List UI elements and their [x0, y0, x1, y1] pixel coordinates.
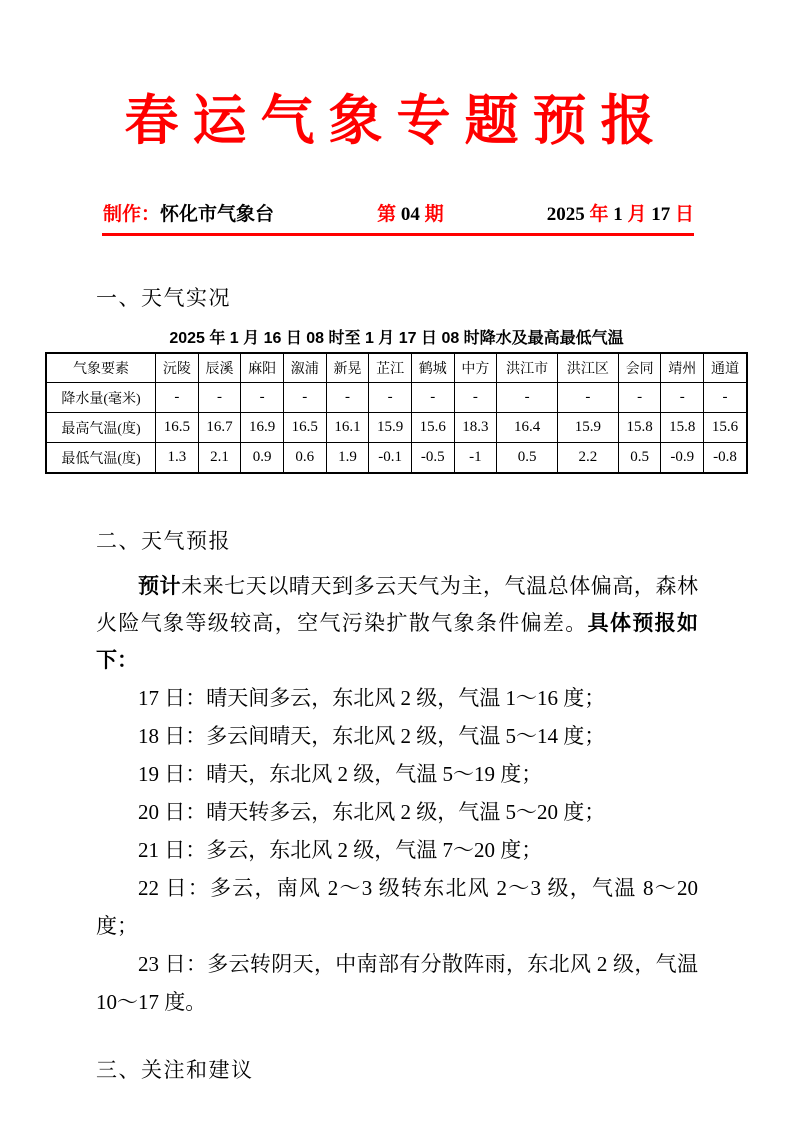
- table-row-label: 最低气温(度): [46, 443, 156, 474]
- forecast-intro-paragraph: [96, 568, 698, 679]
- table-cell-value: -: [326, 383, 369, 413]
- document-title: 春运气象专题预报: [124, 91, 669, 151]
- table-cell-value: 2.1: [198, 443, 241, 474]
- table-header-station: 芷江: [369, 353, 412, 383]
- masthead-producer: [103, 202, 274, 227]
- table-cell-value: 16.4: [497, 413, 558, 443]
- section-heading-weather-forecast: 二、天气预报: [96, 530, 231, 553]
- text-segment: 04: [400, 204, 420, 225]
- table-row: [46, 413, 747, 443]
- weather-table-title: 2025 年 1 月 16 日 08 时至 1 月 17 日 08 时降水及最高最低气温: [169, 330, 624, 347]
- table-cell-value: 16.5: [156, 413, 199, 443]
- forecast-line: 18 日：多云间晴天，东北风 2 级，气温 5～14 度；: [138, 724, 606, 748]
- table-header-station: 辰溪: [198, 353, 241, 383]
- table-cell-value: -: [704, 383, 747, 413]
- table-cell-value: -: [618, 383, 661, 413]
- forecast-line: 23 日：多云转阴天，中南部有分散阵雨，东北风 2 级，气温 10～17 度。: [96, 952, 698, 1014]
- masthead-date: [547, 202, 694, 227]
- table-cell-value: 16.9: [241, 413, 284, 443]
- text-segment: 第: [377, 204, 401, 225]
- table-cell-value: -1: [454, 443, 497, 474]
- table-header-station: 通道: [704, 353, 747, 383]
- masthead-divider-rule: [102, 233, 694, 236]
- masthead: [103, 202, 694, 227]
- table-header-station: 洪江区: [558, 353, 619, 383]
- table-row: [46, 383, 747, 413]
- table-header-station: 新晃: [326, 353, 369, 383]
- text-segment: 月: [627, 204, 647, 225]
- text-segment: 制作：: [103, 204, 161, 225]
- forecast-line: 19 日：晴天，东北风 2 级，气温 5～19 度；: [138, 762, 543, 786]
- table-cell-value: 0.5: [618, 443, 661, 474]
- table-cell-value: -: [283, 383, 326, 413]
- table-cell-value: 15.6: [704, 413, 747, 443]
- text-segment: 2025: [546, 204, 590, 225]
- table-row-label: 降水量(毫米): [46, 383, 156, 413]
- table-cell-value: 16.7: [198, 413, 241, 443]
- table-cell-value: -: [661, 383, 704, 413]
- table-cell-value: 15.9: [369, 413, 412, 443]
- table-header-station: 中方: [454, 353, 497, 383]
- table-cell-value: -: [497, 383, 558, 413]
- weather-table-body: [46, 383, 747, 474]
- text-segment: 未来七天以晴天到多云天气为主，气温总体偏高，森林火险气象等级较高，空气污染扩散气象条件偏差。: [96, 574, 699, 635]
- masthead-issue-number: [377, 202, 444, 227]
- table-cell-value: 0.5: [497, 443, 558, 474]
- table-header-row: [46, 353, 747, 383]
- table-header-station: 鹤城: [411, 353, 454, 383]
- table-cell-value: 0.6: [283, 443, 326, 474]
- table-cell-value: -0.9: [661, 443, 704, 474]
- table-header-station: 麻阳: [241, 353, 284, 383]
- table-cell-value: 1.9: [326, 443, 369, 474]
- table-cell-value: -0.8: [704, 443, 747, 474]
- table-cell-value: 16.5: [283, 413, 326, 443]
- section-heading-weather-actual: 一、天气实况: [96, 287, 231, 310]
- forecast-line: 17 日：晴天间多云，东北风 2 级，气温 1～16 度；: [138, 686, 606, 710]
- text-segment: 期: [419, 204, 444, 225]
- table-cell-value: 0.9: [241, 443, 284, 474]
- table-header-element: 气象要素: [46, 353, 156, 383]
- table-cell-value: 15.9: [558, 413, 619, 443]
- table-cell-value: 16.1: [326, 413, 369, 443]
- table-header-station: 沅陵: [156, 353, 199, 383]
- text-segment: 年: [589, 204, 609, 225]
- table-cell-value: -: [411, 383, 454, 413]
- text-segment: 日: [674, 204, 694, 225]
- table-cell-value: 18.3: [454, 413, 497, 443]
- table-cell-value: -: [241, 383, 284, 413]
- weather-table: [45, 352, 748, 474]
- forecast-line: 22 日：多云，南风 2～3 级转东北风 2～3 级，气温 8～20 度；: [96, 876, 698, 938]
- table-cell-value: -0.1: [369, 443, 412, 474]
- text-segment: 1: [608, 204, 628, 225]
- table-cell-value: 2.2: [558, 443, 619, 474]
- table-cell-value: 15.8: [661, 413, 704, 443]
- table-header-station: 会同: [618, 353, 661, 383]
- table-cell-value: -: [198, 383, 241, 413]
- text-segment: 17: [646, 204, 675, 225]
- table-cell-value: -: [369, 383, 412, 413]
- table-cell-value: -: [156, 383, 199, 413]
- table-row: [46, 443, 747, 474]
- table-cell-value: -0.5: [411, 443, 454, 474]
- section-heading-suggestions: 三、关注和建议: [96, 1059, 254, 1082]
- table-cell-value: -: [558, 383, 619, 413]
- text-segment: 预计: [138, 575, 182, 598]
- forecast-line: 20 日：晴天转多云，东北风 2 级，气温 5～20 度；: [138, 800, 606, 824]
- forecast-line: 21 日：多云，东北风 2 级，气温 7～20 度；: [138, 838, 543, 862]
- table-row-label: 最高气温(度): [46, 413, 156, 443]
- table-header-station: 溆浦: [283, 353, 326, 383]
- daily-forecast-list: [0, 679, 793, 1021]
- text-segment: 具体预报如下：: [96, 612, 699, 672]
- table-header-station: 洪江市: [497, 353, 558, 383]
- weather-table-head: [46, 353, 747, 383]
- table-cell-value: 1.3: [156, 443, 199, 474]
- table-cell-value: 15.8: [618, 413, 661, 443]
- table-cell-value: 15.6: [411, 413, 454, 443]
- table-header-station: 靖州: [661, 353, 704, 383]
- table-cell-value: -: [454, 383, 497, 413]
- text-segment: 怀化市气象台: [160, 204, 275, 225]
